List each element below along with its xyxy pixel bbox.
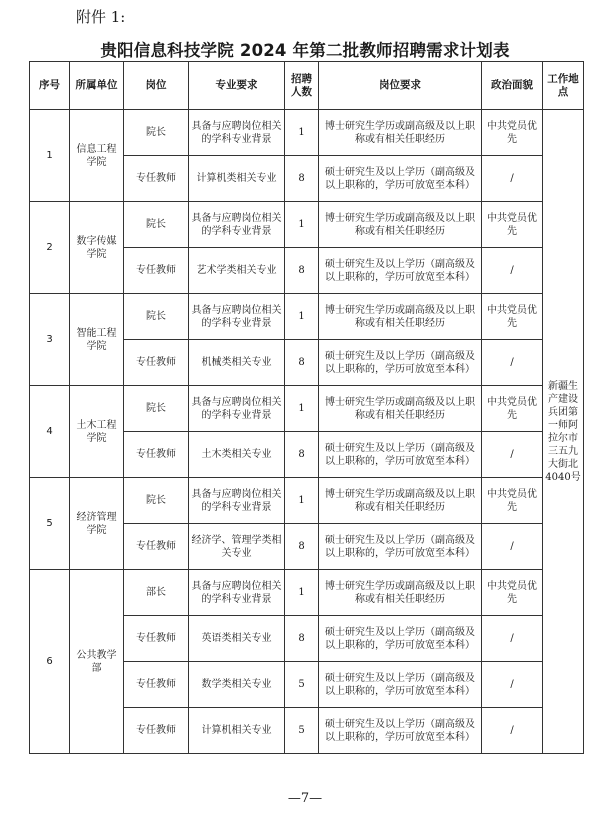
major-cell: 具备与应聘岗位相关的学科专业背景 bbox=[189, 202, 285, 248]
count-cell: 1 bbox=[285, 294, 319, 340]
count-cell: 1 bbox=[285, 202, 319, 248]
position-cell: 专任教师 bbox=[124, 662, 189, 708]
header-requirement: 岗位要求 bbox=[319, 62, 482, 110]
table-row bbox=[30, 202, 584, 248]
header-row bbox=[30, 62, 584, 110]
count-cell: 5 bbox=[285, 708, 319, 754]
political-cell: / bbox=[482, 524, 543, 570]
major-cell: 土木类相关专业 bbox=[189, 432, 285, 478]
political-cell: / bbox=[482, 156, 543, 202]
unit-cell: 智能工程学院 bbox=[70, 294, 124, 386]
table-row bbox=[30, 570, 584, 616]
major-cell: 具备与应聘岗位相关的学科专业背景 bbox=[189, 478, 285, 524]
major-cell: 机械类相关专业 bbox=[189, 340, 285, 386]
major-cell: 英语类相关专业 bbox=[189, 616, 285, 662]
position-cell: 专任教师 bbox=[124, 432, 189, 478]
political-cell: 中共党员优先 bbox=[482, 570, 543, 616]
major-cell: 具备与应聘岗位相关的学科专业背景 bbox=[189, 570, 285, 616]
table-row bbox=[30, 386, 584, 432]
political-cell: / bbox=[482, 340, 543, 386]
major-cell: 具备与应聘岗位相关的学科专业背景 bbox=[189, 386, 285, 432]
requirement-cell: 硕士研究生及以上学历（副高级及以上职称的，学历可放宽至本科） bbox=[319, 662, 482, 708]
position-cell: 专任教师 bbox=[124, 248, 189, 294]
count-cell: 1 bbox=[285, 386, 319, 432]
requirement-cell: 硕士研究生及以上学历（副高级及以上职称的，学历可放宽至本科） bbox=[319, 616, 482, 662]
header-position: 岗位 bbox=[124, 62, 189, 110]
unit-cell: 信息工程学院 bbox=[70, 110, 124, 202]
position-cell: 院长 bbox=[124, 386, 189, 432]
requirement-cell: 博士研究生学历或副高级及以上职称或有相关任职经历 bbox=[319, 202, 482, 248]
political-cell: 中共党员优先 bbox=[482, 110, 543, 156]
location-cell: 新疆生产建设兵团第一师阿拉尔市三五九大街北4040号 bbox=[543, 110, 584, 754]
major-cell: 计算机相关专业 bbox=[189, 708, 285, 754]
header-major: 专业要求 bbox=[189, 62, 285, 110]
requirement-cell: 博士研究生学历或副高级及以上职称或有相关任职经历 bbox=[319, 110, 482, 156]
count-cell: 8 bbox=[285, 248, 319, 294]
header-unit: 所属单位 bbox=[70, 62, 124, 110]
count-cell: 1 bbox=[285, 110, 319, 156]
count-cell: 1 bbox=[285, 570, 319, 616]
major-cell: 具备与应聘岗位相关的学科专业背景 bbox=[189, 294, 285, 340]
recruitment-table bbox=[29, 61, 584, 754]
unit-cell: 数字传媒学院 bbox=[70, 202, 124, 294]
position-cell: 院长 bbox=[124, 478, 189, 524]
requirement-cell: 硕士研究生及以上学历（副高级及以上职称的，学历可放宽至本科） bbox=[319, 156, 482, 202]
position-cell: 专任教师 bbox=[124, 616, 189, 662]
political-cell: 中共党员优先 bbox=[482, 202, 543, 248]
page-title: 贵阳信息科技学院 2024 年第二批教师招聘需求计划表 bbox=[100, 41, 510, 60]
requirement-cell: 硕士研究生及以上学历（副高级及以上职称的，学历可放宽至本科） bbox=[319, 340, 482, 386]
position-cell: 专任教师 bbox=[124, 340, 189, 386]
position-cell: 专任教师 bbox=[124, 156, 189, 202]
header-count: 招聘人数 bbox=[285, 62, 319, 110]
political-cell: 中共党员优先 bbox=[482, 294, 543, 340]
requirement-cell: 博士研究生学历或副高级及以上职称或有相关任职经历 bbox=[319, 294, 482, 340]
header-location: 工作地点 bbox=[543, 62, 584, 110]
table-row bbox=[30, 478, 584, 524]
seq-cell: 1 bbox=[30, 110, 70, 202]
major-cell: 经济学、管理学类相关专业 bbox=[189, 524, 285, 570]
count-cell: 8 bbox=[285, 432, 319, 478]
header-political: 政治面貌 bbox=[482, 62, 543, 110]
requirement-cell: 博士研究生学历或副高级及以上职称或有相关任职经历 bbox=[319, 570, 482, 616]
count-cell: 8 bbox=[285, 524, 319, 570]
count-cell: 1 bbox=[285, 478, 319, 524]
requirement-cell: 博士研究生学历或副高级及以上职称或有相关任职经历 bbox=[319, 386, 482, 432]
seq-cell: 3 bbox=[30, 294, 70, 386]
position-cell: 部长 bbox=[124, 570, 189, 616]
political-cell: / bbox=[482, 248, 543, 294]
requirement-cell: 博士研究生学历或副高级及以上职称或有相关任职经历 bbox=[319, 478, 482, 524]
position-cell: 专任教师 bbox=[124, 524, 189, 570]
table-row bbox=[30, 110, 584, 156]
unit-cell: 公共教学部 bbox=[70, 570, 124, 754]
seq-cell: 4 bbox=[30, 386, 70, 478]
seq-cell: 6 bbox=[30, 570, 70, 754]
major-cell: 计算机类相关专业 bbox=[189, 156, 285, 202]
political-cell: / bbox=[482, 708, 543, 754]
political-cell: 中共党员优先 bbox=[482, 478, 543, 524]
political-cell: / bbox=[482, 662, 543, 708]
major-cell: 具备与应聘岗位相关的学科专业背景 bbox=[189, 110, 285, 156]
position-cell: 院长 bbox=[124, 202, 189, 248]
unit-cell: 经济管理学院 bbox=[70, 478, 124, 570]
major-cell: 艺术学类相关专业 bbox=[189, 248, 285, 294]
count-cell: 8 bbox=[285, 340, 319, 386]
position-cell: 专任教师 bbox=[124, 708, 189, 754]
table-row bbox=[30, 294, 584, 340]
major-cell: 数学类相关专业 bbox=[189, 662, 285, 708]
page-number: —7— bbox=[287, 791, 323, 806]
position-cell: 院长 bbox=[124, 294, 189, 340]
count-cell: 8 bbox=[285, 156, 319, 202]
header-seq: 序号 bbox=[30, 62, 70, 110]
political-cell: / bbox=[482, 432, 543, 478]
seq-cell: 5 bbox=[30, 478, 70, 570]
seq-cell: 2 bbox=[30, 202, 70, 294]
requirement-cell: 硕士研究生及以上学历（副高级及以上职称的，学历可放宽至本科） bbox=[319, 524, 482, 570]
attachment-label: 附件 1: bbox=[76, 8, 126, 26]
unit-cell: 土木工程学院 bbox=[70, 386, 124, 478]
requirement-cell: 硕士研究生及以上学历（副高级及以上职称的，学历可放宽至本科） bbox=[319, 248, 482, 294]
requirement-cell: 硕士研究生及以上学历（副高级及以上职称的，学历可放宽至本科） bbox=[319, 708, 482, 754]
requirement-cell: 硕士研究生及以上学历（副高级及以上职称的，学历可放宽至本科） bbox=[319, 432, 482, 478]
position-cell: 院长 bbox=[124, 110, 189, 156]
count-cell: 8 bbox=[285, 616, 319, 662]
political-cell: 中共党员优先 bbox=[482, 386, 543, 432]
political-cell: / bbox=[482, 616, 543, 662]
count-cell: 5 bbox=[285, 662, 319, 708]
